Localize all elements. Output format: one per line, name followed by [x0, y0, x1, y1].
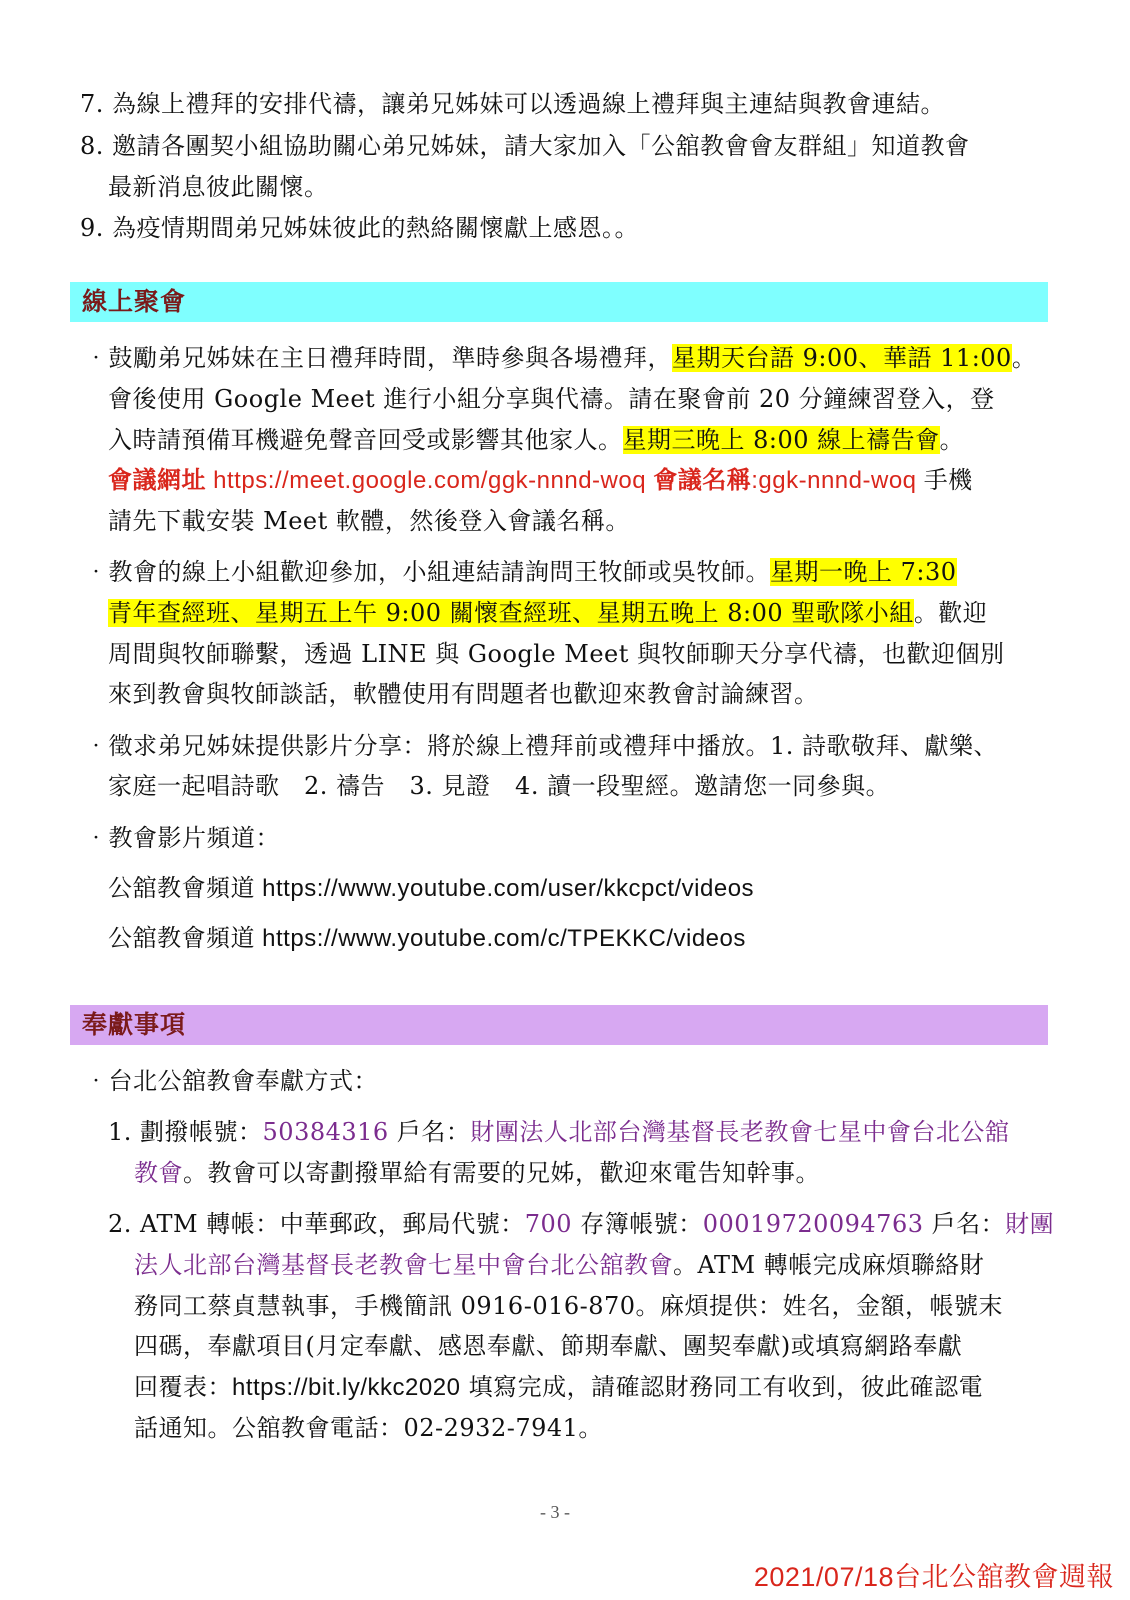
list-item-8-line1: 8. 邀請各團契小組協助關心弟兄姊妹，請大家加入「公舘教會會友群組」知道教會 [80, 132, 970, 160]
channel-2 [108, 918, 746, 959]
list-item-9: 9. 為疫情期間弟兄姊妹彼此的熱絡關懷獻上感恩。。 [80, 214, 640, 242]
offering-m2-line5 [134, 1367, 983, 1408]
weekday-groups-highlight: 青年查經班、星期五上午 9:00 關懷查經班、星期五晚上 8:00 聖歌隊小組 [108, 599, 914, 627]
online-p1-line2: 會後使用 Google Meet 進行小組分享與代禱。請在聚會前 20 分鐘練習登入，登 [108, 385, 995, 413]
monday-group-highlight: 星期一晚上 7:30 [770, 558, 957, 586]
atm-account-name-cont: 法人北部台灣基督長老教會七星中會台北公舘教會 [134, 1251, 673, 1279]
meeting-code: :ggk-nnnd-woq [751, 467, 924, 494]
online-p1-line4 [108, 460, 973, 501]
meeting-url-label: 會議網址 [108, 465, 206, 494]
atm-account-number: 00019720094763 [702, 1210, 924, 1238]
offering-m1-line2 [134, 1153, 820, 1193]
online-p2-line4: 來到教會與牧師談話，軟體使用有問題者也歡迎來教會討論練習。 [108, 680, 819, 708]
offering-m2-line1 [108, 1204, 1054, 1244]
giro-label: 1. 劃撥帳號： [108, 1118, 263, 1146]
online-p1-line1 [84, 338, 1036, 378]
atm-account-label: 存簿帳號： [572, 1210, 703, 1238]
list-item-8-line2: 最新消息彼此關懷。 [108, 173, 329, 201]
reply-form-link[interactable]: https://bit.ly/kkc2020 [232, 1374, 461, 1401]
section-bar-offering [70, 1005, 1048, 1045]
online-p1-line3-period: 。 [939, 426, 965, 454]
list-item-7: 7. 為線上禮拜的安排代禱，讓弟兄姊妹可以透過線上禮拜與主連結與教會連結。 [80, 90, 946, 118]
online-p1-line4-tail: 手機 [923, 466, 973, 494]
offering-m2-line6: 話通知。公舘教會電話：02-2932-7941。 [134, 1414, 603, 1442]
page-number: - 3 - [540, 1502, 570, 1522]
online-p1-line3-text: 入時請預備耳機避免聲音回受或影響其他家人。 [108, 426, 623, 454]
offering-intro: ‧台北公舘教會奉獻方式： [84, 1067, 378, 1095]
online-p1-text: ‧鼓勵弟兄姊妹在主日禮拜時間，準時參與各場禮拜， [84, 344, 672, 372]
online-p3-line1: ‧徵求弟兄姊妹提供影片分享：將於線上禮拜前或禮拜中播放。1. 詩歌敬拜、獻樂、 [84, 732, 999, 760]
reply-form-note: 填寫完成，請確認財務同工有收到，彼此確認電 [460, 1373, 984, 1401]
offering-m2-line3: 務同工蔡貞慧執事，手機簡訊 0916-016-870。麻煩提供：姓名，金額，帳號末 [134, 1292, 1004, 1320]
online-p3-line2: 家庭一起唱詩歌 2. 禱告 3. 見證 4. 讀一段聖經。邀請您一同參與。 [108, 772, 891, 800]
offering-m1-line1 [108, 1112, 1009, 1152]
online-p2-line2-tail: 。歡迎 [913, 599, 988, 627]
online-p1-line3 [108, 420, 964, 460]
atm-label: 2. ATM 轉帳：中華郵政，郵局代號： [108, 1210, 525, 1238]
post-office-code: 700 [524, 1210, 573, 1238]
giro-account-name-cont: 教會 [134, 1159, 183, 1187]
footer-date-title: 2021/07/18台北公舘教會週報 [753, 1562, 1114, 1592]
section-title-offering: 奉獻事項 [82, 1010, 187, 1039]
online-p2-line2 [108, 593, 987, 633]
channel-1 [108, 868, 754, 909]
giro-account-name: 財團法人北部台灣基督長老教會七星中會台北公舘 [470, 1118, 1010, 1146]
online-p2-line3: 周間與牧師聯繫，透過 LINE 與 Google Meet 與牧師聊天分享代禱，也歡迎個別 [108, 640, 1005, 668]
online-p2-line1 [84, 552, 957, 592]
channel-1-link[interactable]: https://www.youtube.com/user/kkcpct/videos [255, 875, 755, 902]
reply-form-label: 回覆表： [134, 1373, 232, 1401]
wednesday-prayer-highlight: 星期三晚上 8:00 線上禱告會 [622, 426, 940, 454]
giro-note: 。教會可以寄劃撥單給有需要的兄姊，歡迎來電告知幹事。 [183, 1159, 820, 1187]
giro-account-number: 50384316 [262, 1118, 389, 1146]
offering-m2-line2 [134, 1245, 984, 1285]
section-title-online: 線上聚會 [82, 287, 187, 316]
online-p1-period: 。 [1011, 344, 1037, 372]
meeting-url-link[interactable]: https://meet.google.com/ggk-nnnd-woq [206, 467, 654, 494]
channel-2-label: 公舘教會頻道 [108, 924, 255, 952]
offering-m2-line4: 四碼，奉獻項目(月定奉獻、感恩奉獻、節期奉獻、團契奉獻)或填寫網路奉獻 [134, 1332, 963, 1360]
sunday-service-times-highlight: 星期天台語 9:00、華語 11:00 [672, 344, 1012, 372]
atm-name-label: 戶名： [923, 1210, 1006, 1238]
giro-name-label: 戶名： [388, 1118, 471, 1146]
channel-2-link[interactable]: https://www.youtube.com/c/TPEKKC/videos [255, 925, 746, 952]
atm-note: 。ATM 轉帳完成麻煩聯絡財 [673, 1251, 985, 1279]
online-p4-line1: ‧教會影片頻道： [84, 824, 280, 852]
section-bar-online [70, 282, 1048, 322]
online-p2-text: ‧教會的線上小組歡迎參加，小組連結請詢問王牧師或吳牧師。 [84, 558, 770, 586]
atm-account-name: 財團 [1005, 1210, 1055, 1238]
channel-1-label: 公舘教會頻道 [108, 874, 255, 902]
online-p1-line5: 請先下載安裝 Meet 軟體，然後登入會議名稱。 [108, 507, 630, 535]
meeting-name-label: 會議名稱 [653, 465, 752, 494]
